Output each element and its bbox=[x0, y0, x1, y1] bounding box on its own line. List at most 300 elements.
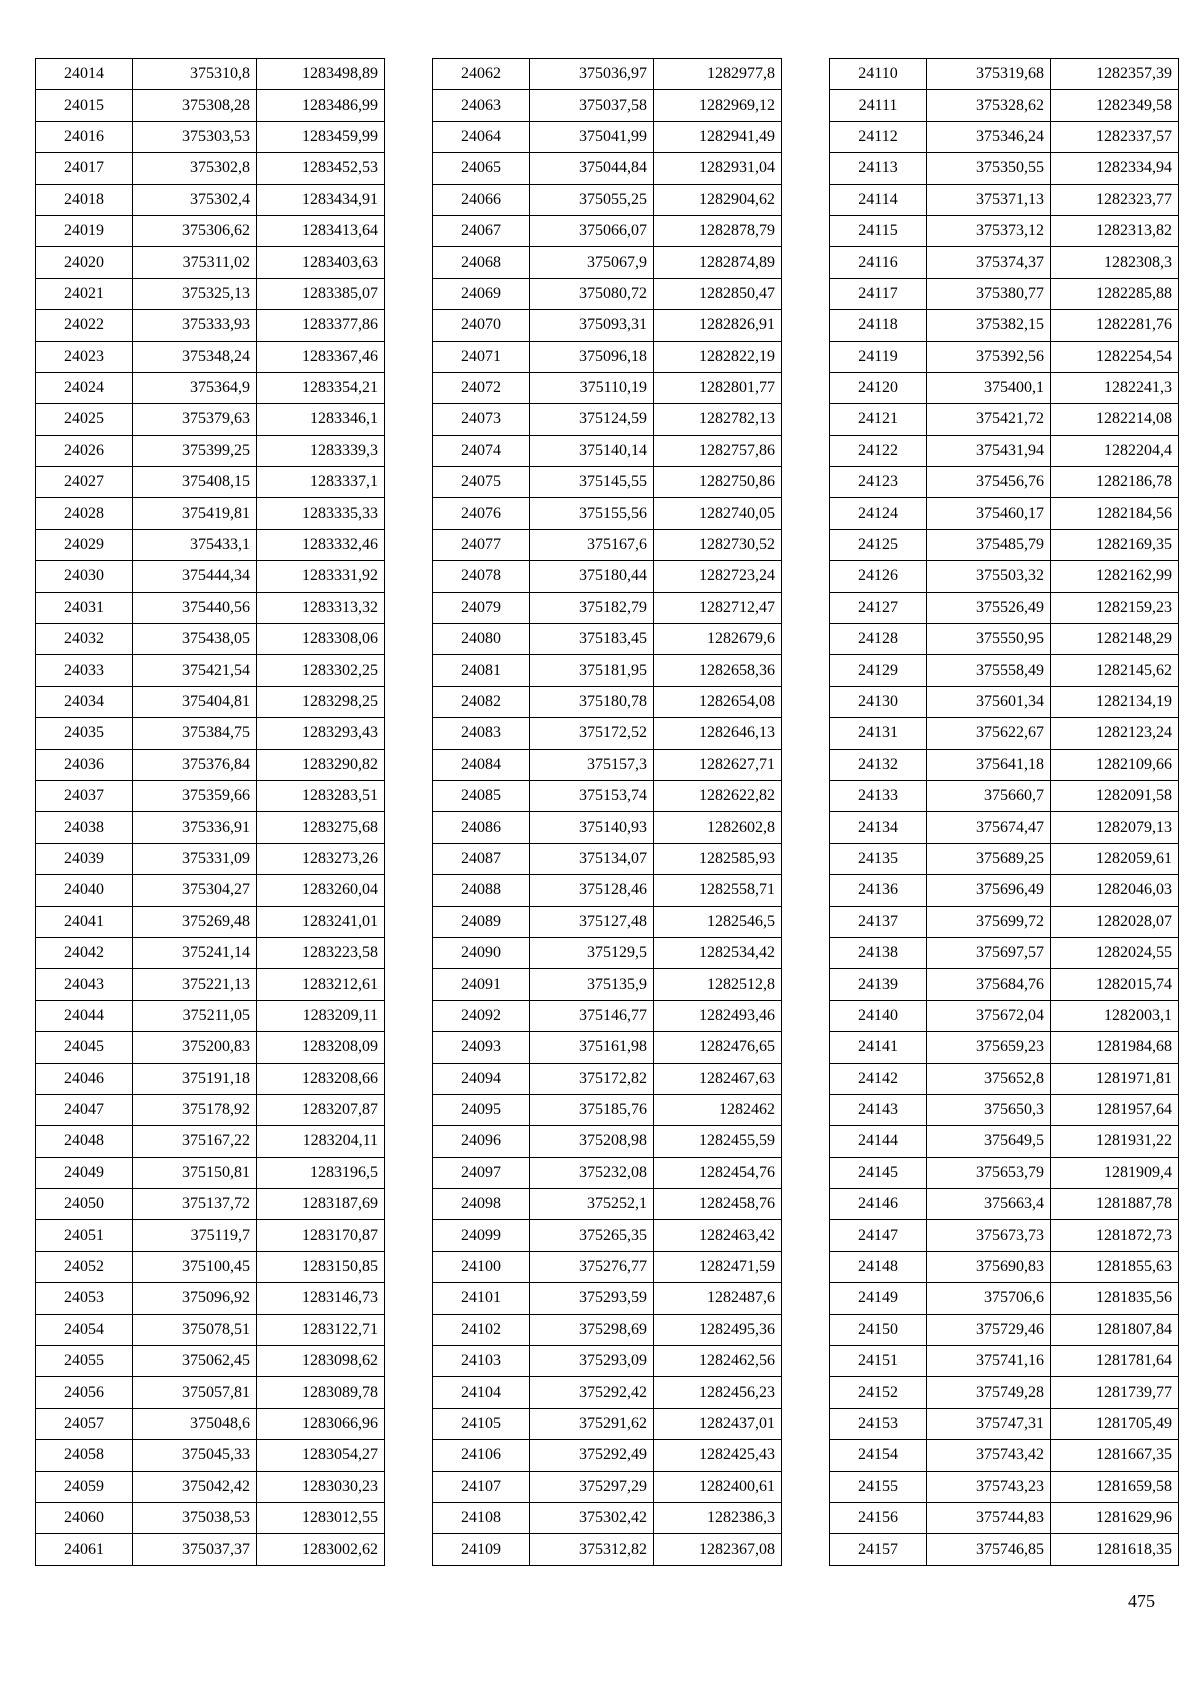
point-number-cell: 24031 bbox=[36, 592, 133, 623]
x-coordinate-cell: 375150,81 bbox=[133, 1157, 257, 1188]
point-number-cell: 24053 bbox=[36, 1283, 133, 1314]
table-row bbox=[36, 529, 385, 560]
point-number-cell: 24154 bbox=[830, 1440, 927, 1471]
x-coordinate-cell: 375041,99 bbox=[530, 121, 654, 152]
point-number-cell: 24039 bbox=[36, 843, 133, 874]
y-coordinate-cell: 1283170,87 bbox=[257, 1220, 385, 1251]
point-number-cell: 24123 bbox=[830, 467, 927, 498]
y-coordinate-cell: 1282059,61 bbox=[1051, 843, 1179, 874]
point-number-cell: 24134 bbox=[830, 812, 927, 843]
point-number-cell: 24072 bbox=[433, 372, 530, 403]
x-coordinate-cell: 375419,81 bbox=[133, 498, 257, 529]
point-number-cell: 24058 bbox=[36, 1440, 133, 1471]
point-number-cell: 24041 bbox=[36, 906, 133, 937]
point-number-cell: 24051 bbox=[36, 1220, 133, 1251]
table-row bbox=[36, 1440, 385, 1471]
y-coordinate-cell: 1282184,56 bbox=[1051, 498, 1179, 529]
y-coordinate-cell: 1282028,07 bbox=[1051, 906, 1179, 937]
x-coordinate-cell: 375293,59 bbox=[530, 1283, 654, 1314]
x-coordinate-cell: 375298,69 bbox=[530, 1314, 654, 1345]
y-coordinate-cell: 1282941,49 bbox=[654, 121, 782, 152]
table-row bbox=[433, 937, 782, 968]
point-number-cell: 24030 bbox=[36, 561, 133, 592]
y-coordinate-cell: 1282646,13 bbox=[654, 718, 782, 749]
point-number-cell: 24047 bbox=[36, 1094, 133, 1125]
y-coordinate-cell: 1282462 bbox=[654, 1094, 782, 1125]
y-coordinate-cell: 1282313,82 bbox=[1051, 215, 1179, 246]
y-coordinate-cell: 1282622,82 bbox=[654, 780, 782, 811]
point-number-cell: 24141 bbox=[830, 1032, 927, 1063]
x-coordinate-cell: 375181,95 bbox=[530, 655, 654, 686]
point-number-cell: 24097 bbox=[433, 1157, 530, 1188]
table-row bbox=[433, 278, 782, 309]
x-coordinate-cell: 375400,1 bbox=[927, 372, 1051, 403]
point-number-cell: 24092 bbox=[433, 1000, 530, 1031]
table-row bbox=[36, 561, 385, 592]
point-number-cell: 24114 bbox=[830, 184, 927, 215]
table-row bbox=[433, 184, 782, 215]
point-number-cell: 24057 bbox=[36, 1408, 133, 1439]
y-coordinate-cell: 1281618,35 bbox=[1051, 1534, 1179, 1565]
point-number-cell: 24056 bbox=[36, 1377, 133, 1408]
point-number-cell: 24015 bbox=[36, 90, 133, 121]
y-coordinate-cell: 1283498,89 bbox=[257, 59, 385, 90]
x-coordinate-cell: 375100,45 bbox=[133, 1251, 257, 1282]
point-number-cell: 24043 bbox=[36, 969, 133, 1000]
table-row bbox=[830, 686, 1179, 717]
x-coordinate-cell: 375689,25 bbox=[927, 843, 1051, 874]
y-coordinate-cell: 1282493,46 bbox=[654, 1000, 782, 1031]
y-coordinate-cell: 1282467,63 bbox=[654, 1063, 782, 1094]
x-coordinate-cell: 375078,51 bbox=[133, 1314, 257, 1345]
x-coordinate-cell: 375232,08 bbox=[530, 1157, 654, 1188]
point-number-cell: 24044 bbox=[36, 1000, 133, 1031]
x-coordinate-cell: 375062,45 bbox=[133, 1346, 257, 1377]
y-coordinate-cell: 1282046,03 bbox=[1051, 875, 1179, 906]
y-coordinate-cell: 1281629,96 bbox=[1051, 1502, 1179, 1533]
x-coordinate-cell: 375292,42 bbox=[530, 1377, 654, 1408]
y-coordinate-cell: 1283339,3 bbox=[257, 435, 385, 466]
table-row bbox=[830, 561, 1179, 592]
x-coordinate-cell: 375384,75 bbox=[133, 718, 257, 749]
x-coordinate-cell: 375641,18 bbox=[927, 749, 1051, 780]
point-number-cell: 24024 bbox=[36, 372, 133, 403]
point-number-cell: 24098 bbox=[433, 1189, 530, 1220]
y-coordinate-cell: 1282455,59 bbox=[654, 1126, 782, 1157]
x-coordinate-cell: 375200,83 bbox=[133, 1032, 257, 1063]
x-coordinate-cell: 375042,42 bbox=[133, 1471, 257, 1502]
point-number-cell: 24126 bbox=[830, 561, 927, 592]
y-coordinate-cell: 1282015,74 bbox=[1051, 969, 1179, 1000]
point-number-cell: 24038 bbox=[36, 812, 133, 843]
y-coordinate-cell: 1282874,89 bbox=[654, 247, 782, 278]
x-coordinate-cell: 375392,56 bbox=[927, 341, 1051, 372]
point-number-cell: 24125 bbox=[830, 529, 927, 560]
x-coordinate-cell: 375622,67 bbox=[927, 718, 1051, 749]
table-row bbox=[830, 812, 1179, 843]
y-coordinate-cell: 1282476,65 bbox=[654, 1032, 782, 1063]
point-number-cell: 24064 bbox=[433, 121, 530, 152]
table-row bbox=[433, 780, 782, 811]
x-coordinate-cell: 375302,4 bbox=[133, 184, 257, 215]
point-number-cell: 24127 bbox=[830, 592, 927, 623]
table-row bbox=[36, 372, 385, 403]
x-coordinate-cell: 375066,07 bbox=[530, 215, 654, 246]
point-number-cell: 24026 bbox=[36, 435, 133, 466]
x-coordinate-cell: 375672,04 bbox=[927, 1000, 1051, 1031]
y-coordinate-cell: 1283452,53 bbox=[257, 153, 385, 184]
table-row bbox=[830, 59, 1179, 90]
x-coordinate-cell: 375096,92 bbox=[133, 1283, 257, 1314]
x-coordinate-cell: 375503,32 bbox=[927, 561, 1051, 592]
table-row bbox=[433, 1502, 782, 1533]
table-row bbox=[433, 1377, 782, 1408]
table-row bbox=[36, 1314, 385, 1345]
y-coordinate-cell: 1283293,43 bbox=[257, 718, 385, 749]
point-number-cell: 24067 bbox=[433, 215, 530, 246]
x-coordinate-cell: 375302,42 bbox=[530, 1502, 654, 1533]
table-row bbox=[433, 121, 782, 152]
y-coordinate-cell: 1282801,77 bbox=[654, 372, 782, 403]
y-coordinate-cell: 1282822,19 bbox=[654, 341, 782, 372]
table-row bbox=[830, 1283, 1179, 1314]
x-coordinate-cell: 375328,62 bbox=[927, 90, 1051, 121]
table-row bbox=[36, 1283, 385, 1314]
x-coordinate-cell: 375399,25 bbox=[133, 435, 257, 466]
y-coordinate-cell: 1283385,07 bbox=[257, 278, 385, 309]
y-coordinate-cell: 1282285,88 bbox=[1051, 278, 1179, 309]
y-coordinate-cell: 1282463,42 bbox=[654, 1220, 782, 1251]
table-row bbox=[830, 1471, 1179, 1502]
y-coordinate-cell: 1282308,3 bbox=[1051, 247, 1179, 278]
point-number-cell: 24124 bbox=[830, 498, 927, 529]
x-coordinate-cell: 375304,27 bbox=[133, 875, 257, 906]
table-row bbox=[433, 529, 782, 560]
y-coordinate-cell: 1281887,78 bbox=[1051, 1189, 1179, 1220]
y-coordinate-cell: 1283434,91 bbox=[257, 184, 385, 215]
point-number-cell: 24147 bbox=[830, 1220, 927, 1251]
x-coordinate-cell: 375269,48 bbox=[133, 906, 257, 937]
table-row bbox=[433, 1471, 782, 1502]
x-coordinate-cell: 375306,62 bbox=[133, 215, 257, 246]
y-coordinate-cell: 1282904,62 bbox=[654, 184, 782, 215]
table-row bbox=[433, 969, 782, 1000]
table-row bbox=[830, 592, 1179, 623]
table-row bbox=[830, 1251, 1179, 1282]
x-coordinate-cell: 375485,79 bbox=[927, 529, 1051, 560]
x-coordinate-cell: 375348,24 bbox=[133, 341, 257, 372]
point-number-cell: 24090 bbox=[433, 937, 530, 968]
point-number-cell: 24096 bbox=[433, 1126, 530, 1157]
y-coordinate-cell: 1282162,99 bbox=[1051, 561, 1179, 592]
table-row bbox=[830, 184, 1179, 215]
point-number-cell: 24017 bbox=[36, 153, 133, 184]
point-number-cell: 24138 bbox=[830, 937, 927, 968]
x-coordinate-cell: 375346,24 bbox=[927, 121, 1051, 152]
y-coordinate-cell: 1283241,01 bbox=[257, 906, 385, 937]
point-number-cell: 24143 bbox=[830, 1094, 927, 1125]
point-number-cell: 24095 bbox=[433, 1094, 530, 1125]
x-coordinate-cell: 375743,23 bbox=[927, 1471, 1051, 1502]
table-row bbox=[433, 561, 782, 592]
y-coordinate-cell: 1283054,27 bbox=[257, 1440, 385, 1471]
table-row bbox=[830, 1408, 1179, 1439]
y-coordinate-cell: 1281872,73 bbox=[1051, 1220, 1179, 1251]
point-number-cell: 24050 bbox=[36, 1189, 133, 1220]
y-coordinate-cell: 1283207,87 bbox=[257, 1094, 385, 1125]
table-row bbox=[36, 969, 385, 1000]
table-row bbox=[433, 686, 782, 717]
point-number-cell: 24077 bbox=[433, 529, 530, 560]
x-coordinate-cell: 375743,42 bbox=[927, 1440, 1051, 1471]
y-coordinate-cell: 1281659,58 bbox=[1051, 1471, 1179, 1502]
x-coordinate-cell: 375265,35 bbox=[530, 1220, 654, 1251]
point-number-cell: 24032 bbox=[36, 624, 133, 655]
x-coordinate-cell: 375601,34 bbox=[927, 686, 1051, 717]
point-number-cell: 24155 bbox=[830, 1471, 927, 1502]
y-coordinate-cell: 1282109,66 bbox=[1051, 749, 1179, 780]
x-coordinate-cell: 375663,4 bbox=[927, 1189, 1051, 1220]
table-row bbox=[830, 906, 1179, 937]
x-coordinate-cell: 375659,23 bbox=[927, 1032, 1051, 1063]
y-coordinate-cell: 1282487,6 bbox=[654, 1283, 782, 1314]
y-coordinate-cell: 1282534,42 bbox=[654, 937, 782, 968]
table-row bbox=[830, 1000, 1179, 1031]
table-row bbox=[433, 749, 782, 780]
point-number-cell: 24093 bbox=[433, 1032, 530, 1063]
table-row bbox=[36, 1126, 385, 1157]
y-coordinate-cell: 1283459,99 bbox=[257, 121, 385, 152]
point-number-cell: 24120 bbox=[830, 372, 927, 403]
table-row bbox=[830, 1502, 1179, 1533]
table-row bbox=[36, 812, 385, 843]
x-coordinate-cell: 375444,34 bbox=[133, 561, 257, 592]
table-row bbox=[830, 372, 1179, 403]
x-coordinate-cell: 375038,53 bbox=[133, 1502, 257, 1533]
point-number-cell: 24027 bbox=[36, 467, 133, 498]
point-number-cell: 24087 bbox=[433, 843, 530, 874]
x-coordinate-cell: 375110,19 bbox=[530, 372, 654, 403]
point-number-cell: 24153 bbox=[830, 1408, 927, 1439]
point-number-cell: 24019 bbox=[36, 215, 133, 246]
y-coordinate-cell: 1283002,62 bbox=[257, 1534, 385, 1565]
point-number-cell: 24089 bbox=[433, 906, 530, 937]
table-row bbox=[830, 435, 1179, 466]
table-row bbox=[36, 875, 385, 906]
x-coordinate-cell: 375550,95 bbox=[927, 624, 1051, 655]
x-coordinate-cell: 375331,09 bbox=[133, 843, 257, 874]
y-coordinate-cell: 1282357,39 bbox=[1051, 59, 1179, 90]
x-coordinate-cell: 375067,9 bbox=[530, 247, 654, 278]
y-coordinate-cell: 1282145,62 bbox=[1051, 655, 1179, 686]
table-row bbox=[830, 1063, 1179, 1094]
table-row bbox=[433, 843, 782, 874]
table-row bbox=[433, 592, 782, 623]
x-coordinate-cell: 375747,31 bbox=[927, 1408, 1051, 1439]
table-row bbox=[36, 1346, 385, 1377]
table-row bbox=[830, 749, 1179, 780]
table-row bbox=[36, 59, 385, 90]
y-coordinate-cell: 1282458,76 bbox=[654, 1189, 782, 1220]
table-row bbox=[433, 718, 782, 749]
point-number-cell: 24083 bbox=[433, 718, 530, 749]
x-coordinate-cell: 375382,15 bbox=[927, 310, 1051, 341]
x-coordinate-cell: 375276,77 bbox=[530, 1251, 654, 1282]
table-row bbox=[433, 1032, 782, 1063]
point-number-cell: 24062 bbox=[433, 59, 530, 90]
point-number-cell: 24016 bbox=[36, 121, 133, 152]
point-number-cell: 24023 bbox=[36, 341, 133, 372]
y-coordinate-cell: 1283273,26 bbox=[257, 843, 385, 874]
y-coordinate-cell: 1282558,71 bbox=[654, 875, 782, 906]
y-coordinate-cell: 1282462,56 bbox=[654, 1346, 782, 1377]
y-coordinate-cell: 1282546,5 bbox=[654, 906, 782, 937]
x-coordinate-cell: 375650,3 bbox=[927, 1094, 1051, 1125]
table-row bbox=[36, 278, 385, 309]
x-coordinate-cell: 375438,05 bbox=[133, 624, 257, 655]
x-coordinate-cell: 375746,85 bbox=[927, 1534, 1051, 1565]
y-coordinate-cell: 1282730,52 bbox=[654, 529, 782, 560]
point-number-cell: 24116 bbox=[830, 247, 927, 278]
y-coordinate-cell: 1283308,06 bbox=[257, 624, 385, 655]
point-number-cell: 24131 bbox=[830, 718, 927, 749]
point-number-cell: 24061 bbox=[36, 1534, 133, 1565]
point-number-cell: 24073 bbox=[433, 404, 530, 435]
y-coordinate-cell: 1283331,92 bbox=[257, 561, 385, 592]
x-coordinate-cell: 375119,7 bbox=[133, 1220, 257, 1251]
point-number-cell: 24137 bbox=[830, 906, 927, 937]
x-coordinate-cell: 375526,49 bbox=[927, 592, 1051, 623]
y-coordinate-cell: 1283208,09 bbox=[257, 1032, 385, 1063]
table-row bbox=[433, 498, 782, 529]
point-number-cell: 24113 bbox=[830, 153, 927, 184]
x-coordinate-cell: 375127,48 bbox=[530, 906, 654, 937]
y-coordinate-cell: 1282148,29 bbox=[1051, 624, 1179, 655]
table-row bbox=[830, 1220, 1179, 1251]
point-number-cell: 24036 bbox=[36, 749, 133, 780]
x-coordinate-cell: 375653,79 bbox=[927, 1157, 1051, 1188]
x-coordinate-cell: 375674,47 bbox=[927, 812, 1051, 843]
x-coordinate-cell: 375172,52 bbox=[530, 718, 654, 749]
table-row bbox=[36, 184, 385, 215]
y-coordinate-cell: 1283486,99 bbox=[257, 90, 385, 121]
x-coordinate-cell: 375221,13 bbox=[133, 969, 257, 1000]
x-coordinate-cell: 375308,28 bbox=[133, 90, 257, 121]
table-row bbox=[830, 310, 1179, 341]
point-number-cell: 24034 bbox=[36, 686, 133, 717]
table-row bbox=[830, 1094, 1179, 1125]
x-coordinate-cell: 375440,56 bbox=[133, 592, 257, 623]
x-coordinate-cell: 375134,07 bbox=[530, 843, 654, 874]
y-coordinate-cell: 1282123,24 bbox=[1051, 718, 1179, 749]
y-coordinate-cell: 1283066,96 bbox=[257, 1408, 385, 1439]
y-coordinate-cell: 1283196,5 bbox=[257, 1157, 385, 1188]
table-row bbox=[830, 1314, 1179, 1345]
point-number-cell: 24065 bbox=[433, 153, 530, 184]
y-coordinate-cell: 1282134,19 bbox=[1051, 686, 1179, 717]
x-coordinate-cell: 375350,55 bbox=[927, 153, 1051, 184]
y-coordinate-cell: 1282826,91 bbox=[654, 310, 782, 341]
x-coordinate-cell: 375293,09 bbox=[530, 1346, 654, 1377]
point-number-cell: 24115 bbox=[830, 215, 927, 246]
point-number-cell: 24150 bbox=[830, 1314, 927, 1345]
x-coordinate-cell: 375129,5 bbox=[530, 937, 654, 968]
table-row bbox=[830, 341, 1179, 372]
point-number-cell: 24107 bbox=[433, 1471, 530, 1502]
point-number-cell: 24133 bbox=[830, 780, 927, 811]
point-number-cell: 24157 bbox=[830, 1534, 927, 1565]
y-coordinate-cell: 1282850,47 bbox=[654, 278, 782, 309]
y-coordinate-cell: 1282169,35 bbox=[1051, 529, 1179, 560]
y-coordinate-cell: 1282471,59 bbox=[654, 1251, 782, 1282]
point-number-cell: 24102 bbox=[433, 1314, 530, 1345]
point-number-cell: 24122 bbox=[830, 435, 927, 466]
table-row bbox=[36, 780, 385, 811]
table-row bbox=[433, 655, 782, 686]
point-number-cell: 24105 bbox=[433, 1408, 530, 1439]
y-coordinate-cell: 1282969,12 bbox=[654, 90, 782, 121]
y-coordinate-cell: 1283187,69 bbox=[257, 1189, 385, 1220]
x-coordinate-cell: 375690,83 bbox=[927, 1251, 1051, 1282]
x-coordinate-cell: 375684,76 bbox=[927, 969, 1051, 1000]
point-number-cell: 24094 bbox=[433, 1063, 530, 1094]
x-coordinate-cell: 375456,76 bbox=[927, 467, 1051, 498]
y-coordinate-cell: 1281835,56 bbox=[1051, 1283, 1179, 1314]
table-row bbox=[36, 1377, 385, 1408]
x-coordinate-cell: 375191,18 bbox=[133, 1063, 257, 1094]
x-coordinate-cell: 375319,68 bbox=[927, 59, 1051, 90]
x-coordinate-cell: 375364,9 bbox=[133, 372, 257, 403]
table-row bbox=[830, 215, 1179, 246]
x-coordinate-cell: 375336,91 bbox=[133, 812, 257, 843]
point-number-cell: 24132 bbox=[830, 749, 927, 780]
y-coordinate-cell: 1283089,78 bbox=[257, 1377, 385, 1408]
point-number-cell: 24079 bbox=[433, 592, 530, 623]
table-row bbox=[433, 372, 782, 403]
point-number-cell: 24086 bbox=[433, 812, 530, 843]
x-coordinate-cell: 375310,8 bbox=[133, 59, 257, 90]
table-row bbox=[830, 1346, 1179, 1377]
point-number-cell: 24117 bbox=[830, 278, 927, 309]
y-coordinate-cell: 1283208,66 bbox=[257, 1063, 385, 1094]
x-coordinate-cell: 375376,84 bbox=[133, 749, 257, 780]
table-row bbox=[830, 969, 1179, 1000]
table-row bbox=[830, 121, 1179, 152]
table-row bbox=[830, 498, 1179, 529]
table-row bbox=[36, 718, 385, 749]
point-number-cell: 24075 bbox=[433, 467, 530, 498]
y-coordinate-cell: 1281667,35 bbox=[1051, 1440, 1179, 1471]
table-row bbox=[830, 1157, 1179, 1188]
y-coordinate-cell: 1282003,1 bbox=[1051, 1000, 1179, 1031]
table-row bbox=[830, 1377, 1179, 1408]
x-coordinate-cell: 375673,73 bbox=[927, 1220, 1051, 1251]
x-coordinate-cell: 375292,49 bbox=[530, 1440, 654, 1471]
point-number-cell: 24139 bbox=[830, 969, 927, 1000]
x-coordinate-cell: 375421,72 bbox=[927, 404, 1051, 435]
table-row bbox=[36, 341, 385, 372]
y-coordinate-cell: 1282323,77 bbox=[1051, 184, 1179, 215]
table-row bbox=[433, 624, 782, 655]
table-row bbox=[830, 718, 1179, 749]
x-coordinate-cell: 375744,83 bbox=[927, 1502, 1051, 1533]
table-row bbox=[36, 121, 385, 152]
table-row bbox=[36, 686, 385, 717]
x-coordinate-cell: 375333,93 bbox=[133, 310, 257, 341]
table-row bbox=[830, 624, 1179, 655]
point-number-cell: 24068 bbox=[433, 247, 530, 278]
point-number-cell: 24042 bbox=[36, 937, 133, 968]
